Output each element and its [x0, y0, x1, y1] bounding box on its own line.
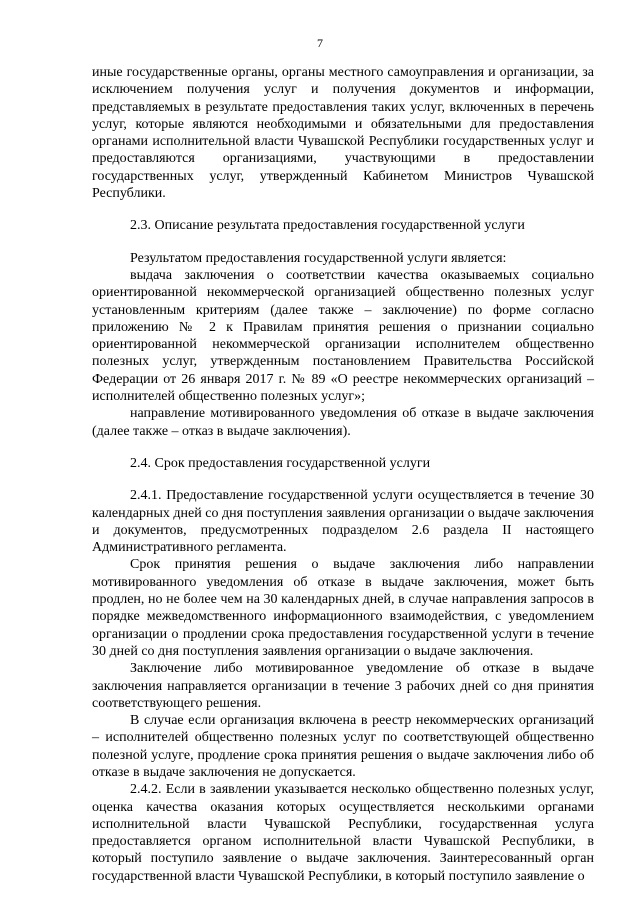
paragraph-registry-case: В случае если организация включена в реестр некоммерческих организаций – исполнителей общественно полезных услуг по соответствующей общественно полезной услуге, продление срока принятия решения о выдаче заключения либо об отказе в выдаче заключения не допускается. — [92, 713, 594, 780]
page-number: 7 — [317, 36, 323, 50]
paragraph-result-intro: Результатом предоставления государственной услуги является: — [130, 250, 507, 266]
paragraph-result-refusal: направление мотивированного уведомления об отказе в выдаче заключения (далее также – отказ в выдаче заключения). — [92, 406, 594, 439]
paragraph-2-4-1: 2.4.1. Предоставление государственной услуги осуществляется в течение 30 календарных дней со дня поступления заявления организации о выдаче заключения и документов, предусмотренных подразделом 2.6 раздела II настоящего Административного регламента. — [92, 488, 594, 556]
paragraph-continuation: иные государственные органы, органы местного самоуправления и организации, за исключением получения услуг и получения документов и информации, представляемых в результате предоставления таких услуг, включенных в перечень услуг, которые являются необходимыми и обязательными для предоставления органами исполнительной власти Чувашской Республики государственных услуг и предоставляются организациями, участвующими в предоставлении государственных услуг, утвержденный Кабинетом Министров Чувашской Республики. — [92, 65, 594, 202]
document-body — [92, 64, 594, 885]
paragraph-extension-term: Срок принятия решения о выдаче заключения либо направлении мотивированного уведомления об отказе в выдаче заключения, может быть продлен, но не более чем на 30 календарных дней, в случае направления запросов в порядке межведомственного информационного взаимодействия, с уведомлением организации о продлении срока предоставления государственной услуги в течение 30 дней со дня поступления заявления организации о выдаче заключения. — [92, 557, 594, 659]
paragraph-2-4-2: 2.4.2. Если в заявлении указывается несколько общественно полезных услуг, оценка качества оказания которых осуществляется несколькими органами исполнительной власти Чувашской Республики, государственная услуга предоставляется органом исполнительной власти Чувашской Республики, в который поступило заявление о выдаче заключения. Заинтересованный орган государственной власти Чувашской Республики, в который поступило заявление о — [92, 782, 594, 884]
section-heading-2-4: 2.4. Срок предоставления государственной услуги — [130, 455, 431, 471]
section-heading-2-3: 2.3. Описание результата предоставления государственной услуги — [130, 218, 525, 234]
paragraph-notification-term: Заключение либо мотивированное уведомление об отказе в выдаче заключения направляется организации в течение 3 рабочих дней со дня принятия соответствующего решения. — [92, 661, 594, 711]
paragraph-result-conclusion: выдача заключения о соответствии качества оказываемых социально ориентированной некоммерческой организацией общественно полезных услуг установленным критериям (далее также – заключение) по форме согласно приложению № 2 к Правилам принятия решения о признании социально ориентированной некоммерческой организации исполнителем общественно полезных услуг, утвержденным постановлением Правительства Российской Федерации от 26 января 2017 г. № 89 «О реестре некоммерческих организаций – исполнителей общественно полезных услуг»; — [92, 267, 594, 405]
